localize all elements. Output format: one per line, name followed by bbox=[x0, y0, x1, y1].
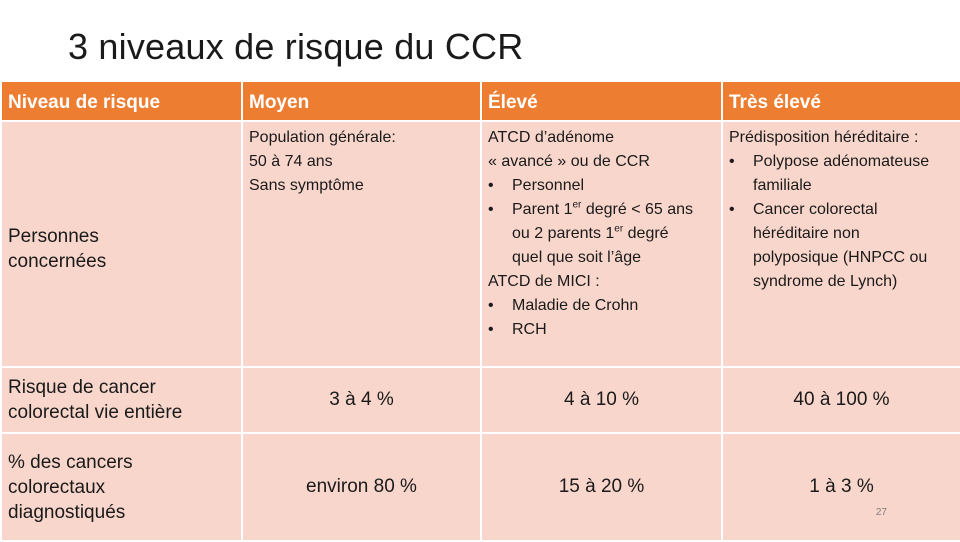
list-item: « avancé » ou de CCR bbox=[488, 153, 650, 170]
superscript: er bbox=[572, 199, 582, 211]
table-row-personnes bbox=[1, 121, 960, 367]
continuation-text: polyposique (HNPCC ou bbox=[753, 249, 928, 266]
header-tres-eleve: Très élevé bbox=[722, 81, 960, 121]
list-item bbox=[488, 174, 715, 198]
cell-risque-eleve: 4 à 10 % bbox=[481, 367, 722, 433]
page-number: 27 bbox=[875, 507, 887, 518]
continuation-text: syndrome de Lynch) bbox=[753, 273, 898, 290]
risk-levels-table bbox=[0, 80, 960, 542]
cell-personnes-eleve bbox=[481, 121, 722, 367]
row-label-pourcentage bbox=[1, 433, 242, 541]
header-moyen: Moyen bbox=[242, 81, 481, 121]
row-label-risque bbox=[1, 367, 242, 433]
list-item bbox=[729, 174, 954, 198]
bullet-text: Personnel bbox=[512, 177, 585, 194]
cell-personnes-tres-eleve bbox=[722, 121, 960, 367]
list-item: ATCD de MICI : bbox=[488, 273, 600, 290]
list-item bbox=[729, 270, 954, 294]
list-item: Prédisposition héréditaire : bbox=[729, 129, 919, 146]
row-label-risque-text: Risque de cancer colorectal vie entière bbox=[8, 377, 183, 423]
list-item: ATCD d’adénome bbox=[488, 129, 614, 146]
bullet-text: Polypose adénomateuse bbox=[753, 153, 930, 170]
cell-risque-tres-eleve: 40 à 100 % bbox=[722, 367, 960, 433]
list-item: Sans symptôme bbox=[249, 177, 364, 194]
continuation-text: quel que soit l’âge bbox=[512, 249, 641, 266]
bullet-icon: • bbox=[488, 201, 494, 218]
continuation-text: degré bbox=[623, 225, 669, 242]
table-row-risque bbox=[1, 367, 960, 433]
bullet-text: degré < 65 ans bbox=[581, 201, 694, 218]
bullet-text: Cancer colorectal bbox=[753, 201, 878, 218]
row-label-personnes bbox=[1, 121, 242, 367]
continuation-text: héréditaire non bbox=[753, 225, 860, 242]
bullet-icon: • bbox=[488, 297, 494, 314]
bullet-icon: • bbox=[488, 177, 494, 194]
list-item bbox=[729, 198, 954, 222]
list-item: Population générale: bbox=[249, 129, 396, 146]
cell-personnes-moyen bbox=[242, 121, 481, 367]
list-item: 50 à 74 ans bbox=[249, 153, 333, 170]
row-label-personnes-text: Personnes concernées bbox=[8, 226, 107, 272]
continuation-text: ou 2 parents 1 bbox=[512, 225, 615, 242]
bullet-text: RCH bbox=[512, 321, 547, 338]
table-row-pourcentage bbox=[1, 433, 960, 541]
cell-pourcentage-moyen: environ 80 % bbox=[242, 433, 481, 541]
cell-risque-moyen: 3 à 4 % bbox=[242, 367, 481, 433]
list-item bbox=[488, 318, 715, 342]
header-eleve: Élevé bbox=[481, 81, 722, 121]
superscript: er bbox=[614, 223, 624, 235]
list-item bbox=[488, 246, 715, 270]
table-header-row bbox=[1, 81, 960, 121]
list-item bbox=[488, 222, 715, 246]
bullet-icon: • bbox=[488, 321, 494, 338]
list-item bbox=[729, 246, 954, 270]
list-item bbox=[729, 150, 954, 174]
slide-title: 3 niveaux de risque du CCR bbox=[68, 26, 524, 67]
list-item bbox=[488, 198, 715, 222]
header-niveau: Niveau de risque bbox=[1, 81, 242, 121]
list-item bbox=[488, 294, 715, 318]
bullet-icon: • bbox=[729, 201, 735, 218]
cell-pourcentage-eleve: 15 à 20 % bbox=[481, 433, 722, 541]
continuation-text: familiale bbox=[753, 177, 812, 194]
bullet-icon: • bbox=[729, 153, 735, 170]
bullet-text: Maladie de Crohn bbox=[512, 297, 639, 314]
cell-pourcentage-tres-eleve: 1 à 3 % bbox=[722, 433, 960, 541]
bullet-text: Parent 1 bbox=[512, 201, 573, 218]
row-label-pourcentage-text: % des cancers colorectaux diagnostiqués bbox=[8, 451, 133, 523]
list-item bbox=[729, 222, 954, 246]
